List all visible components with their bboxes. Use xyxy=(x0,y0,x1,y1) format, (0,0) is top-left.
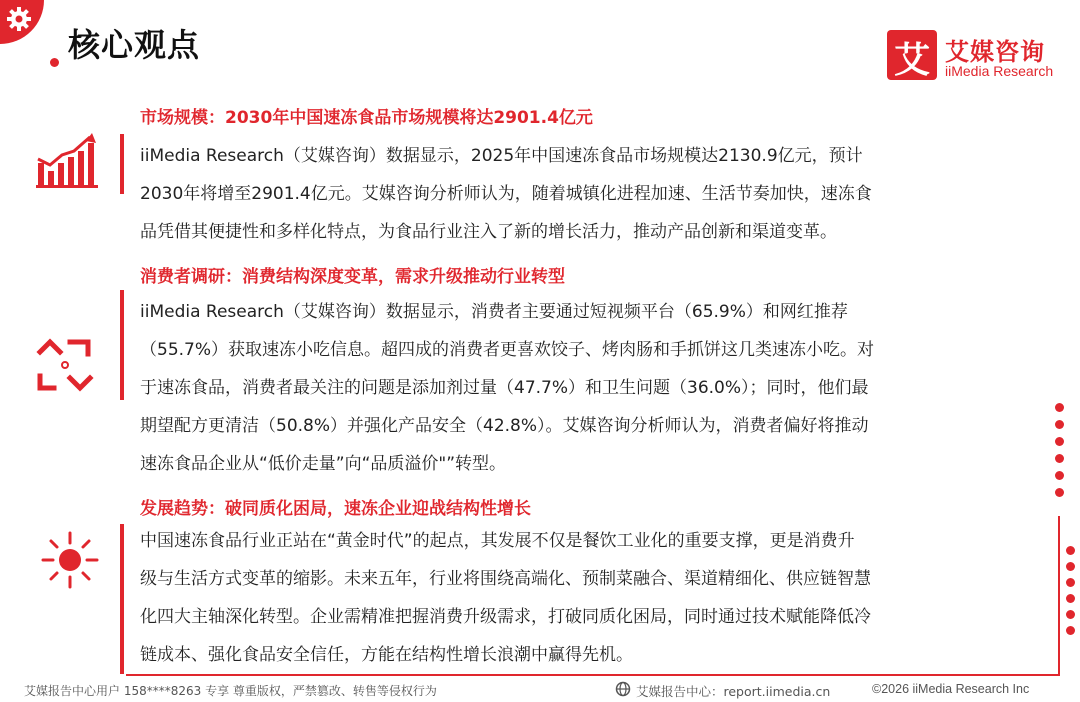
page-title: 核心观点 xyxy=(68,26,201,64)
body-line: 速冻食品企业从“低价走量”向“品质溢价"”转型。 xyxy=(140,454,507,474)
decor-dot xyxy=(1066,562,1075,571)
title-dot xyxy=(50,58,59,67)
decor-dot xyxy=(1066,546,1075,555)
section-body-consumer xyxy=(140,293,1020,483)
decor-dot xyxy=(1055,454,1064,463)
growth-bar-chart-icon xyxy=(36,133,98,193)
section-heading-trend: 发展趋势：破同质化困局，速冻企业迎战结构性增长 xyxy=(140,499,531,519)
sun-burst-icon xyxy=(40,530,100,594)
section-body-market xyxy=(140,137,1020,251)
frame-line xyxy=(1058,516,1060,674)
section-heading-consumer: 消费者调研：消费结构深度变革，需求升级推动行业转型 xyxy=(140,267,565,287)
brand-logo xyxy=(887,30,1067,82)
decor-dot xyxy=(1055,488,1064,497)
footer-site-link[interactable]: 艾媒报告中心：report.iimedia.cn xyxy=(636,684,831,699)
logo-mark-char: 艾 xyxy=(893,40,930,81)
gear-badge xyxy=(0,0,44,44)
section-accent-bar xyxy=(120,524,124,674)
body-line: 于速冻食品，消费者最关注的问题是添加剂过量（47.7%）和卫生问题（36.0%）；同时，他们最 xyxy=(140,378,869,398)
body-line: （55.7%）获取速冻小吃信息。超四成的消费者更喜欢饺子、烤肉肠和手抓饼这几类速冻小吃。对 xyxy=(140,340,875,360)
decor-dot xyxy=(1055,403,1064,412)
logo-name-cn: 艾媒咨询 xyxy=(945,38,1045,66)
decor-dot xyxy=(1055,420,1064,429)
footer-copyright: ©2026 iiMedia Research Inc xyxy=(872,682,1030,696)
body-line: iiMedia Research（艾媒咨询）数据显示，2025年中国速冻食品市场规模达2130.9亿元，预计 xyxy=(140,146,863,166)
section-accent-bar xyxy=(120,134,124,194)
footer-license-notice: 艾媒报告中心用户 158****8263 专享 尊重版权，严禁篡改、转售等侵权行为 xyxy=(24,684,437,698)
body-line: 链成本、强化食品安全信任，方能在结构性增长浪潮中赢得先机。 xyxy=(140,645,633,665)
body-line: 中国速冻食品行业正站在“黄金时代”的起点，其发展不仅是餐饮工业化的重要支撑，更是消费升 xyxy=(140,531,855,551)
decor-dot xyxy=(1055,437,1064,446)
gear-icon xyxy=(6,6,32,32)
globe-icon xyxy=(615,681,631,701)
decor-dot xyxy=(1055,471,1064,480)
decor-dot xyxy=(1066,594,1075,603)
logo-name-en: iiMedia Research xyxy=(945,63,1054,79)
section-accent-bar xyxy=(120,290,124,400)
body-line: 品凭借其便捷性和多样化特点，为食品行业注入了新的增长活力，推动产品创新和渠道变革。 xyxy=(140,222,837,242)
body-line: iiMedia Research（艾媒咨询）数据显示，消费者主要通过短视频平台（65.9%）和网红推荐 xyxy=(140,302,848,322)
body-line: 2030年将增至2901.4亿元。艾媒咨询分析师认为，随着城镇化进程加速、生活节奏加快，速冻食 xyxy=(140,184,872,204)
decor-dot xyxy=(1066,626,1075,635)
logo-mark xyxy=(887,30,937,80)
expand-arrows-icon xyxy=(36,336,94,398)
body-line: 期望配方更清洁（50.8%）并强化产品安全（42.8%）。艾媒咨询分析师认为，消费者偏好将推动 xyxy=(140,416,869,436)
decor-dot xyxy=(1066,578,1075,587)
body-line: 级与生活方式变革的缩影。未来五年，行业将围绕高端化、预制菜融合、渠道精细化、供应链智慧 xyxy=(140,569,871,589)
section-heading-market: 市场规模：2030年中国速冻食品市场规模将达2901.4亿元 xyxy=(140,108,593,128)
section-body-trend xyxy=(140,522,1030,674)
decor-dot xyxy=(1066,610,1075,619)
body-line: 化四大主轴深化转型。企业需精准把握消费升级需求，打破同质化困局，同时通过技术赋能降低冷 xyxy=(140,607,871,627)
frame-line xyxy=(126,674,1060,676)
